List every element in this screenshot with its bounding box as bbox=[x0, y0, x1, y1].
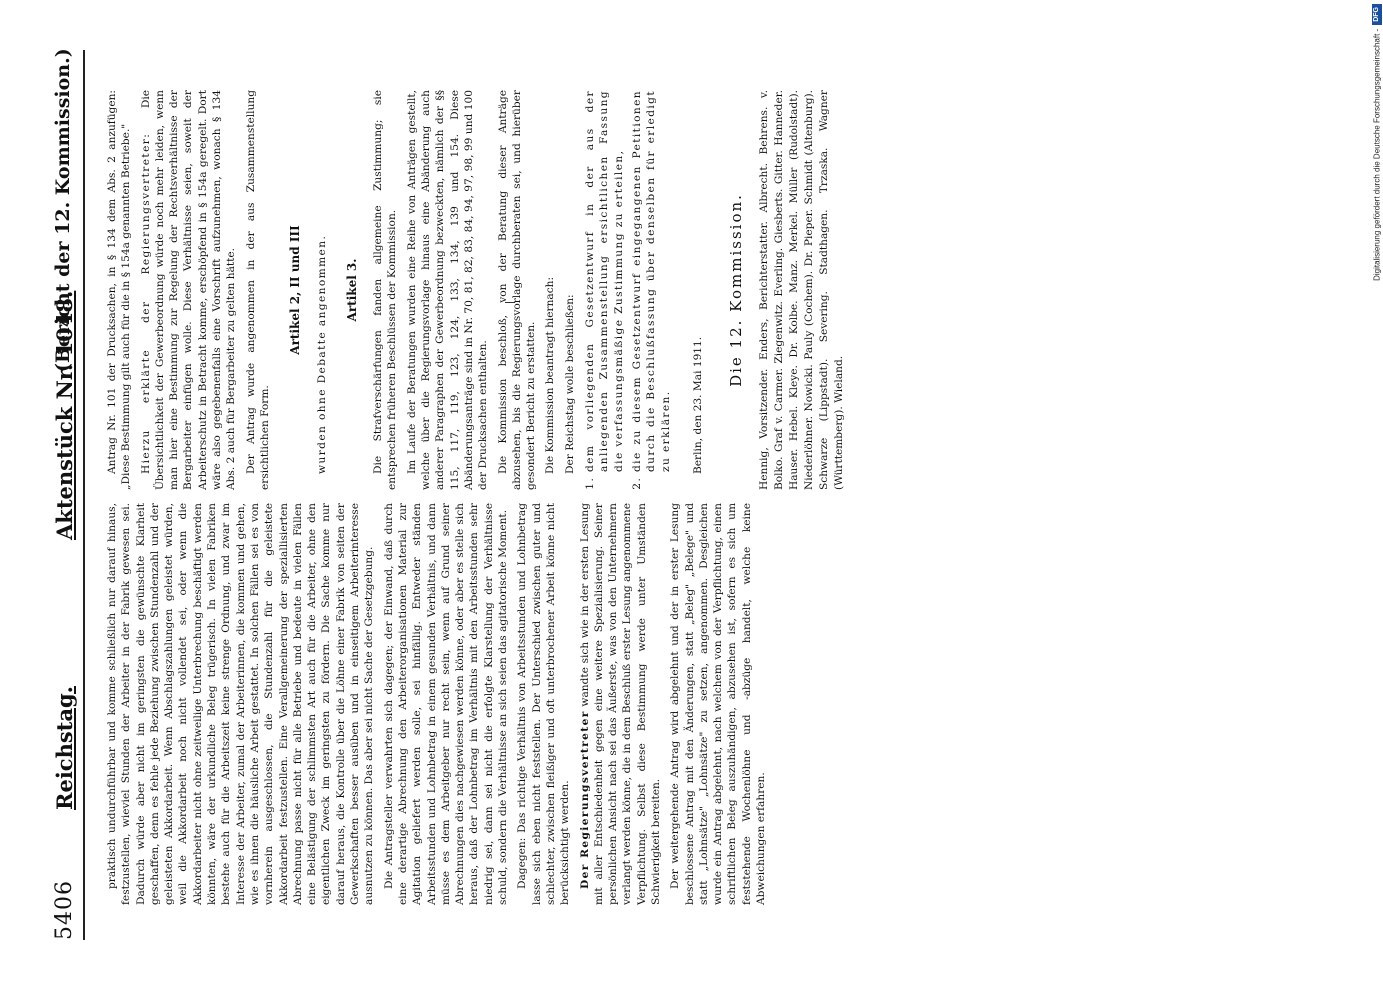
dfg-logo: DFG bbox=[1372, 4, 1382, 25]
signature-heading: Die 12. Kommission. bbox=[727, 193, 746, 387]
page-header bbox=[52, 48, 92, 940]
date-line: Berlin, den 23. Mai 1911. bbox=[691, 336, 704, 474]
paragraph: Der Antrag wurde angenommen in der aus Zusammenstellung ersichtlichen Form. bbox=[244, 90, 271, 490]
paragraph bbox=[578, 503, 664, 905]
publication-title: Reichstag. bbox=[52, 686, 77, 810]
paragraph-text: wandte sich wie in der ersten Lesung mit aller Entschiedenheit gegen eine weitere Spezialisierung. Seiner persönlichen Ansicht nach sei das Äußerste, was von den Unternehmern verlangt werden könne, die in dem Beschluß erster Lesung angenommene Verpflichtung. Selbst diese Bestimmung werde unter Umständen Schwierigkeit bereiten. bbox=[578, 503, 662, 905]
paragraph-text: Die Übersichtlichkeit der Gewerbeordnung würde noch mehr leiden, wenn man hier eine Bestimmung zur Regelung der Rechtsverhältnisse der Bergarbeiter einfügen wolle. Diese Verhältnisse seien, soweit der Arbeiterschutz in Betracht komme, erschöpfend in § 154a geregelt. Dort wäre also gegebenenfalls eine Vorschrift aufzunehmen, wonach § 134 Abs. 2 auch für Bergarbeiter zu gelten hätte. bbox=[139, 89, 238, 490]
speaker-lead: Der Regierungsvertreter bbox=[578, 710, 591, 889]
digitization-credit bbox=[1370, 0, 1383, 1000]
paragraph: praktisch undurchführbar und komme schließlich nur darauf hinaus, festzustellen, wieviel Stunden der Arbeiter in der Fabrik gewesen sei. Dadurch würde aber nicht im geringsten die gewünschte Klarheit geschaffen, denn es fehle jede Beziehung zwischen Stundenzahl und der geleisteten Akkordarbeit. Wenn Abschlagszahlungen geleistet würden, weil die Akkordarbeit noch nicht vollendet sei, oder wenn die Akkordarbeiter nicht ohne zeitweilige Unterbrechung beschäftigt werden könnten, wäre der urkundliche Beleg trügerisch. In vielen Fabriken bestehe auch für die Arbeitszeit keine strenge Ordnung, und zwar im Interesse der Arbeiter, zumal der Arbeiterinnen, die kommen und gehen, wie es ihnen die häusliche Arbeit gestattet. In solchen Fällen sei es von vornherein ausgeschlossen, die Stundenzahl für die geleistete Akkordarbeit festzustellen. Eine Verallgemeinerung der speziallisierten Abrechnung passe nicht für alle Betriebe und bedeute in vielen Fällen eine Belästigung der schlimmsten Art auch für die Arbeiter, ohne den eigentlichen Zweck im geringsten zu fördern. Die Sache komme nur darauf heraus, die Kontrolle über die Löhne einer Fabrik von seiten der Gewerkschaften besser ausüben und in einseitigem Arbeiterinteresse ausnutzen zu können. Das aber sei nicht Sache der Gesetzgebung. bbox=[106, 503, 376, 905]
paragraph: Dagegen: Das richtige Verhältnis von Arbeitsstunden und Lohnbetrag lasse sich eben nicht feststellen. Der Unterschied zwischen guter und schlechter, zwischen fleißiger und oft unterbrochener Arbeit könne nicht berücksichtigt werden. bbox=[516, 503, 572, 905]
paragraph: Die Kommission beschloß, von der Beratung dieser Anträge abzusehen, bis die Regierungsvorlage durchberaten sei, und hierüber gesondert Bericht zu erstatten. bbox=[496, 90, 538, 490]
article-heading: Artikel 3. bbox=[344, 258, 359, 322]
paragraph bbox=[139, 90, 239, 490]
list-item: 2. die zu diesem Gesetzentwurf eingegangenen Petitionen durch die Beschlußfassung über denselben für erledigt zu erklären. bbox=[630, 90, 673, 472]
paragraph: Die Strafverschärfungen fanden allgemeine Zustimmung; sie entsprechen früheren Beschlüssen der Kommission. bbox=[372, 90, 399, 490]
left-column bbox=[105, 503, 768, 905]
header-rule bbox=[83, 50, 85, 940]
paragraph: Der weitergehende Antrag wird abgelehnt und der in erster Lesung beschlossene Antrag mit den Änderungen, statt „Beleg" „Belege" und statt „Lohnsätze" „Lohnsätze" zu setzen, angenommen. Desgleichen wurde ein Antrag abgelehnt, nach welchem von der Verpflichtung, einen schriftlichen Beleg auszuhändigen, abzusehen ist, sofern es sich um feststehende Wochenlöhne und -abzüge handelt, welche keine Abweichungen erfahren. bbox=[669, 503, 768, 905]
page-number: 5406 bbox=[52, 880, 77, 940]
article-heading: Artikel 2, II und III bbox=[288, 225, 303, 355]
paragraph: Die Antragsteller verwahrten sich dagegen; der Einwand, daß durch eine derartige Abrechnung den Arbeiterorganisationen Material zur Agitation geliefert werden solle, sei hinfällig. Entweder ständen Arbeitsstunden und Lohnbetrag in einem gesunden Verhältnis, und dann müsse es dem Arbeitgeber nur recht sein, wenn auf Grund seiner Abrechnungen dies nachgewiesen werden könne, oder aber es stelle sich heraus, daß der Lohnbetrag im Verhältnis mit den Arbeitsstunden sehr niedrig sei, dann sei nicht die erfolgte Klarstellung der Verhältnisse schuld, sondern die Verhältnisse an sich seien das agitatorische Moment. bbox=[382, 503, 510, 905]
motion-list bbox=[583, 90, 673, 490]
right-column bbox=[105, 90, 847, 490]
paragraph: Im Laufe der Beratungen wurden eine Reihe von Anträgen gestellt, welche über die Regierungsvorlage hinaus eine Abänderung auch anderer Paragraphen der Gewerbeordnung bezweckten, nämlich der §§ 115, 117, 119, 123, 124, 133, 134, 139 und 154. Diese Abänderungsanträge sind in Nr. 70, 81, 82, 83, 84, 94, 97, 98, 99 und 100 der Drucksachen enthalten. bbox=[405, 90, 490, 490]
list-item: 1. dem vorliegenden Gesetzentwurf in der aus der anliegenden Zusammenstellung ersichtlichen Fassung die verfassungsmäßige Zustimmung zu erteilen, bbox=[583, 90, 626, 472]
paragraph: Der Reichstag wolle beschließen: bbox=[563, 294, 576, 474]
paragraph: Antrag Nr. 101 der Drucksachen, in § 134 dem Abs. 2 anzufügen: „Diese Bestimmung gilt auch für die in § 154a genannten Betriebe." bbox=[106, 90, 133, 490]
speaker-lead: Hierzu erklärte der Regierungsvertreter: bbox=[139, 132, 152, 474]
document-number: Aktenstück Nr. 1048. bbox=[52, 290, 77, 540]
paragraph: wurden ohne Debatte angenommen. bbox=[315, 234, 328, 474]
member-list: Hennig, Vorsitzender. Enders, Berichterstatter. Albrecht. Behrens. v. Bolko. Graf v. Carmer. Ziegenwitz. Everling. Giesberts. Gitter. Hanneder. Hauser. Hebel. Kleye. Dr. Kolbe. Manz. Merkel. Müller (Rudolstadt). Niederlöhner. Nowicki. Pauly (Cochem). Dr. Pieper. Schmidt (Altenburg). Schwarze (Lippstadt). Severing. Stadthagen. Trzaska. Wagner (Württemberg). Wieland. bbox=[758, 90, 846, 490]
credit-text: Digitalisierung gefördert durch die Deutsche Forschungsgemeinschaft - bbox=[1372, 28, 1382, 281]
paragraph: Die Kommission beantragt hiernach: bbox=[544, 276, 557, 474]
section-title: (Bericht der 12. Kommission.) bbox=[52, 48, 74, 372]
